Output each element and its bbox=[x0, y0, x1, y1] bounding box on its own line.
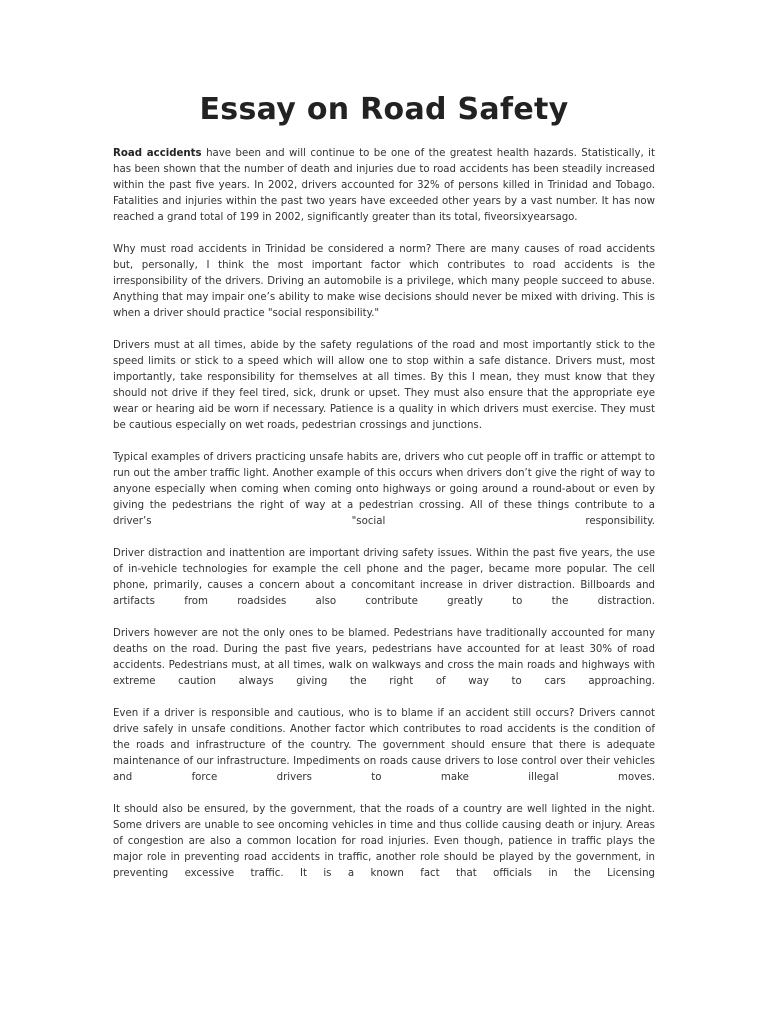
paragraph-8: It should also be ensured, by the government, that the roads of a country are well lighted in the night. Some drivers are unable to see oncoming vehicles in time and thus collide causing death or injury. Areas of congestion are also a common location for road injuries. Even though, patience in traffic plays the major role in preventing road accidents in traffic, another role should be played by the government, in preventing excessive traffic. It is a known fact that officials in the Licensing bbox=[113, 804, 655, 879]
paragraph-6: Drivers however are not the only ones to be blamed. Pedestrians have traditionally accounted for many deaths on the road. During the past five years, pedestrians have accounted for at least 30% of road accidents. Pedestrians must, at all times, walk on walkways and cross the main roads and highways with extreme caution always giving the right of way to cars approaching. bbox=[113, 628, 655, 687]
page-title: Essay on Road Safety bbox=[199, 92, 569, 127]
paragraph-4: Typical examples of drivers practicing unsafe habits are, drivers who cut people off in traffic or attempt to run out the amber traffic light. Another example of this occurs when drivers don’t give the right of way to anyone especially when coming when coming onto highways or going around a round-about or even by giving the pedestrians the right of way at a pedestrian crossing. All of these things contribute to a driver’s "social responsibility. bbox=[113, 452, 655, 527]
paragraph-5: Driver distraction and inattention are important driving safety issues. Within the past five years, the use of in-vehicle technologies for example the cell phone and the pager, became more popular. The cell phone, primarily, causes a concern about a concomitant increase in driver distraction. Billboards and artifacts from roadsides also contribute greatly to the distraction. bbox=[113, 548, 655, 607]
paragraph-7: Even if a driver is responsible and cautious, who is to blame if an accident still occurs? Drivers cannot drive safely in unsafe conditions. Another factor which contributes to road accidents is the condition of the roads and infrastructure of the country. The government should ensure that there is adequate maintenance of our infrastructure. Impediments on roads cause drivers to lose control over their vehicles and force drivers to make illegal moves. bbox=[113, 708, 655, 783]
paragraph-lead: Road accidents bbox=[113, 148, 202, 159]
paragraph-2: Why must road accidents in Trinidad be considered a norm? There are many causes of road accidents but, personally, I think the most important factor which contributes to road accidents is the irresponsibility of the drivers. Driving an automobile is a privilege, which many people succeed to abuse. Anything that may impair one’s ability to make wise decisions should never be mixed with driving. This is when a driver should practice "social responsibility." bbox=[113, 244, 655, 319]
essay-body bbox=[113, 146, 655, 882]
paragraph-1 bbox=[113, 146, 655, 226]
paragraph-3: Drivers must at all times, abide by the safety regulations of the road and most importantly stick to the speed limits or stick to a speed which will allow one to stop within a safe distance. Drivers must, most importantly, take responsibility for themselves at all times. By this I mean, they must know that they should not drive if they feel tired, sick, drunk or upset. They must also ensure that the appropriate eye wear or hearing aid be worn if necessary. Patience is a quality in which drivers must exercise. They must be cautious especially on wet roads, pedestrian crossings and junctions. bbox=[113, 340, 655, 431]
paragraph-text: have been and will continue to be one of the greatest health hazards. Statistically, it has been shown that the number of death and injuries due to road accidents has been steadily increased within the past five years. In 2002, drivers accounted for 32% of persons killed in Trinidad and Tobago. Fatalities and injuries within the past two years have exceeded other years by a vast number. It has now reached a grand total of 199 in 2002, significantly greater than its total, fiveorsixyearsago. bbox=[113, 148, 655, 223]
